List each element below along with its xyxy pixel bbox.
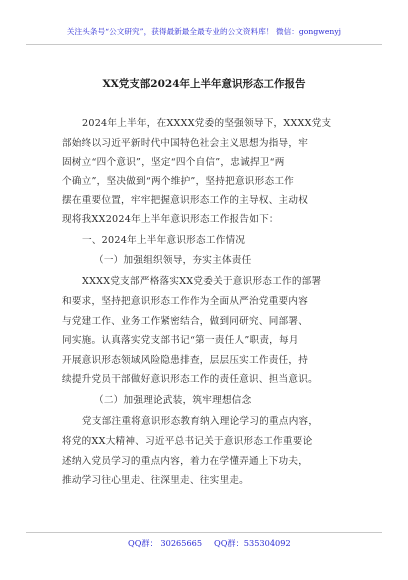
subsection-heading-2: （二）加强理论武装，筑牢理想信念 — [94, 395, 252, 406]
body-line-4: 个确立”，坚决做到“两个维护”，坚持把意识形态工作 — [62, 176, 295, 187]
footer-divider — [26, 532, 382, 533]
body-line-10: 同实施。认真落实党支部书记“第一责任人”职责，每月 — [62, 335, 299, 346]
body-line-7: XXXX党支部严格落实XX党委关于意识形态工作的部署 — [82, 276, 322, 287]
header-promo-note: 关注头条号“公文研究”，获得最新最全最专业的公文资料库！ 微信：gongwenyj — [66, 27, 342, 36]
body-line-9: 与党建工作、业务工作紧密结合，做到同研究、同部署、 — [62, 316, 309, 327]
subsection-heading-1: （一）加强组织领导，夯实主体责任 — [94, 255, 252, 266]
body-line-12: 续提升党员干部做好意识形态工作的责任意识、担当意识。 — [62, 374, 318, 385]
header-divider — [26, 44, 382, 45]
footer-qq-group-2: QQ群：535304092 — [214, 538, 291, 548]
section-heading-1: 一、2024年上半年意识形态工作情况 — [82, 235, 246, 246]
body-line-8: 和要求，坚持把意识形态工作作为全面从严治党重要内容 — [62, 296, 309, 307]
body-line-5: 摆在重要位置，牢牢把握意识形态工作的主导权、主动权 — [62, 195, 309, 206]
document-title: XX党支部2024年上半年意识形态工作报告 — [102, 78, 306, 90]
body-line-14: 将党的XX大精神、习近平总书记关于意识形态工作重要论 — [62, 436, 313, 447]
body-line-16: 推动学习往心里走、往深里走、往实里走。 — [62, 475, 250, 486]
body-line-13: 党支部注重将意识形态教育纳入理论学习的重点内容， — [82, 416, 319, 427]
body-line-6: 现将我XX2024年上半年意识形态工作报告如下： — [62, 214, 279, 225]
body-line-2: 部始终以习近平新时代中国特色社会主义思想为指导，牢 — [62, 138, 309, 149]
body-line-15: 述纳入党员学习的重点内容，着力在学懂弄通上下功夫， — [62, 456, 309, 467]
footer-qq-group-1: QQ群： 30265665 — [128, 538, 203, 548]
body-line-1: 2024年上半年，在XXXX党委的坚强领导下，XXXX党支 — [82, 118, 332, 129]
body-line-3: 固树立“四个意识”，坚定“四个自信”，忠诚捍卫“两 — [62, 157, 285, 168]
body-line-11: 开展意识形态领域风险隐患排查，层层压实工作责任，持 — [62, 355, 309, 366]
